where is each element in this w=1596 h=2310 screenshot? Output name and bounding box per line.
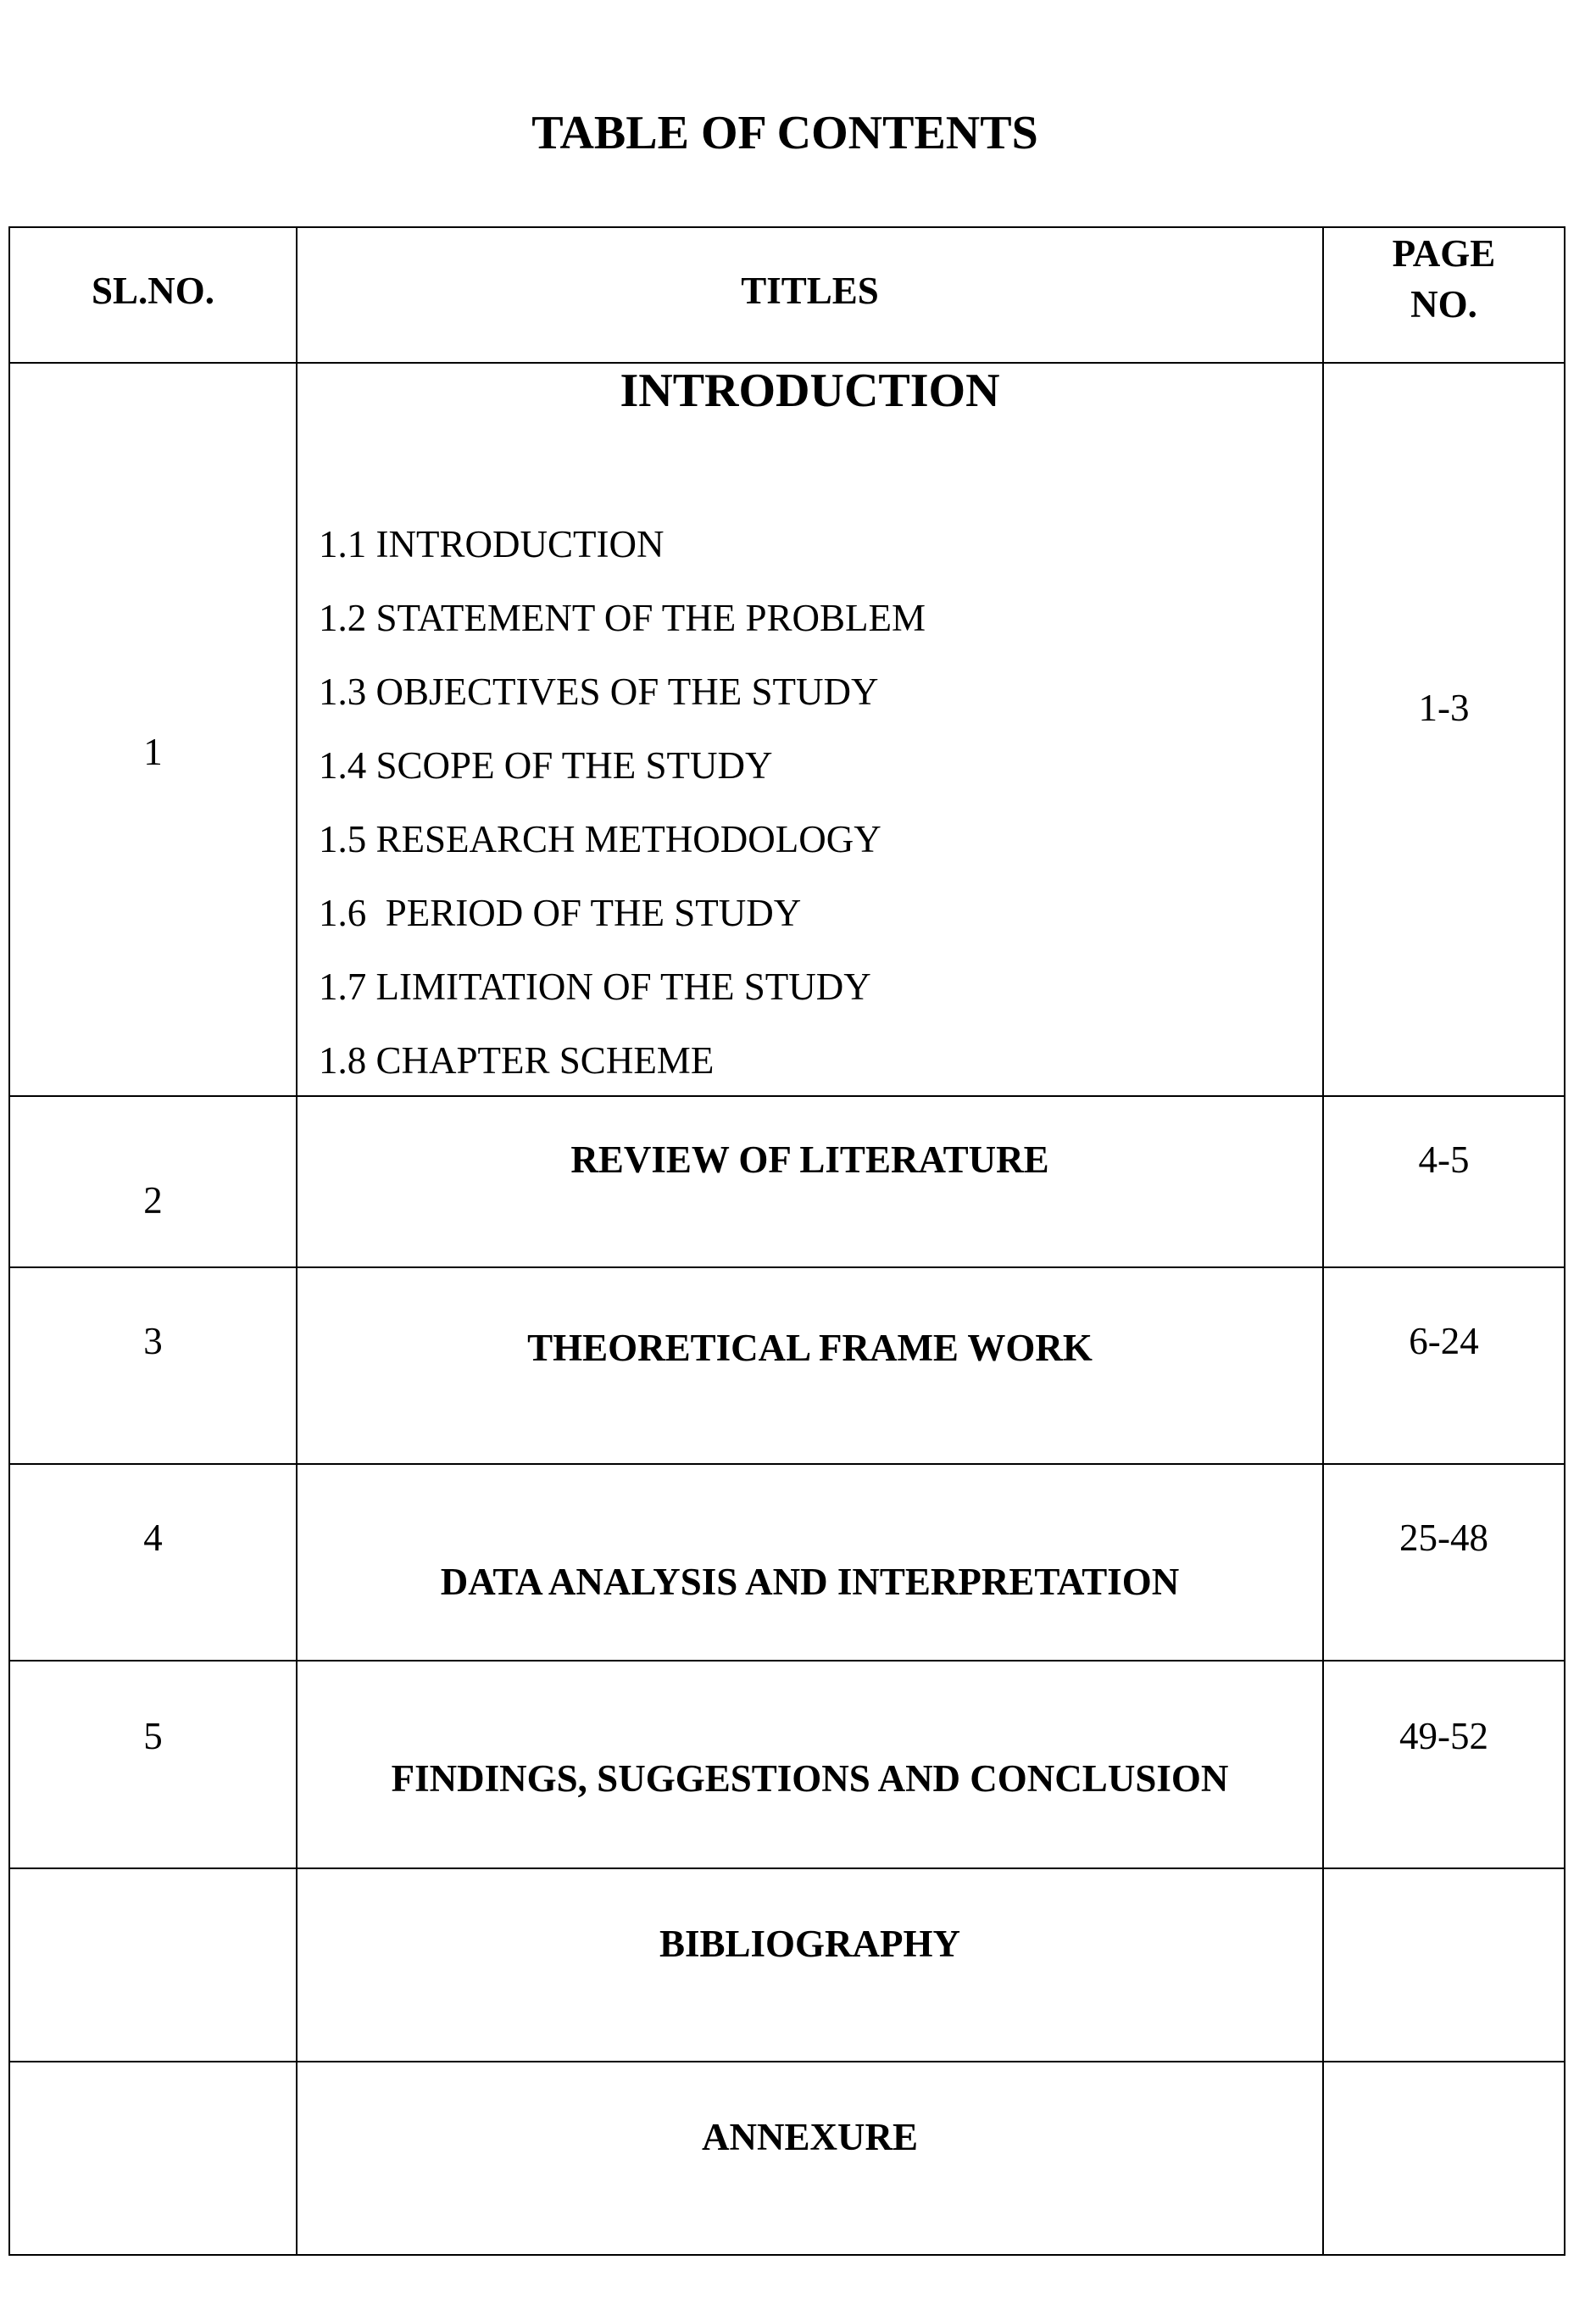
sl-no: 3: [143, 1320, 163, 1362]
table-header-row: [9, 227, 1565, 363]
header-page-no: [1324, 228, 1564, 330]
table-of-contents: [8, 226, 1565, 2256]
page-range-cell: [1323, 1096, 1565, 1267]
title-cell: [297, 1267, 1323, 1464]
subsection-list: [319, 508, 926, 1098]
page-range-cell: [1323, 2062, 1565, 2255]
title-cell: [297, 1868, 1323, 2062]
subsection-item: 1.3 OBJECTIVES OF THE STUDY: [319, 671, 879, 713]
table-row: [9, 363, 1565, 1096]
table-row: [9, 1096, 1565, 1267]
sl-no-cell: [9, 1868, 297, 2062]
table-row: [9, 1267, 1565, 1464]
header-sl-no-cell: [9, 227, 297, 363]
sl-no: 1: [143, 731, 163, 773]
header-sl-no: SL.NO.: [91, 270, 215, 312]
title-cell: [297, 2062, 1323, 2255]
chapter-title: ANNEXURE: [701, 2116, 918, 2158]
title-cell: [297, 1464, 1323, 1661]
page-range-cell: [1323, 363, 1565, 1096]
page-range-cell: [1323, 1464, 1565, 1661]
chapter-title: THEORETICAL FRAME WORK: [527, 1327, 1093, 1369]
chapter-title: FINDINGS, SUGGESTIONS AND CONCLUSION: [391, 1757, 1229, 1800]
header-page-no-line2: NO.: [1410, 283, 1477, 326]
sl-no: 2: [143, 1179, 163, 1222]
subsection-item: 1.8 CHAPTER SCHEME: [319, 1039, 715, 1082]
page-range: 6-24: [1409, 1320, 1479, 1362]
page-range-cell: [1323, 1868, 1565, 2062]
subsection-item: 1.2 STATEMENT OF THE PROBLEM: [319, 597, 926, 639]
chapter-title: DATA ANALYSIS AND INTERPRETATION: [440, 1561, 1180, 1603]
table-row: [9, 2062, 1565, 2255]
sl-no: 5: [143, 1715, 163, 1757]
title-cell: [297, 1661, 1323, 1868]
table-row: [9, 1661, 1565, 1868]
page-range: 25-48: [1399, 1517, 1488, 1559]
chapter-title: INTRODUCTION: [620, 365, 1000, 417]
page-range-cell: [1323, 1267, 1565, 1464]
header-titles: TITLES: [741, 270, 879, 312]
sl-no: 4: [143, 1517, 163, 1559]
sl-no-cell: [9, 2062, 297, 2255]
sl-no-cell: [9, 1267, 297, 1464]
table-row: [9, 1868, 1565, 2062]
header-titles-cell: [297, 227, 1323, 363]
subsection-item: 1.1 INTRODUCTION: [319, 523, 665, 565]
subsection-item: 1.5 RESEARCH METHODOLOGY: [319, 818, 881, 860]
page-range: 1-3: [1418, 687, 1470, 729]
page-title: TABLE OF CONTENTS: [531, 107, 1038, 159]
page-range: 49-52: [1399, 1715, 1488, 1757]
chapter-title: BIBLIOGRAPHY: [659, 1923, 961, 1965]
header-page-no-line1: PAGE: [1392, 232, 1496, 275]
sl-no-cell: [9, 363, 297, 1096]
header-page-no-cell: [1323, 227, 1565, 363]
title-cell: [297, 363, 1323, 1096]
sl-no-cell: [9, 1464, 297, 1661]
subsection-item: 1.7 LIMITATION OF THE STUDY: [319, 966, 871, 1008]
title-cell: [297, 1096, 1323, 1267]
chapter-title: REVIEW OF LITERATURE: [570, 1138, 1049, 1181]
subsection-item: 1.4 SCOPE OF THE STUDY: [319, 744, 773, 787]
page-range-cell: [1323, 1661, 1565, 1868]
page-range: 4-5: [1418, 1138, 1470, 1181]
subsection-item: 1.6 PERIOD OF THE STUDY: [319, 892, 802, 934]
sl-no-cell: [9, 1096, 297, 1267]
table-row: [9, 1464, 1565, 1661]
sl-no-cell: [9, 1661, 297, 1868]
